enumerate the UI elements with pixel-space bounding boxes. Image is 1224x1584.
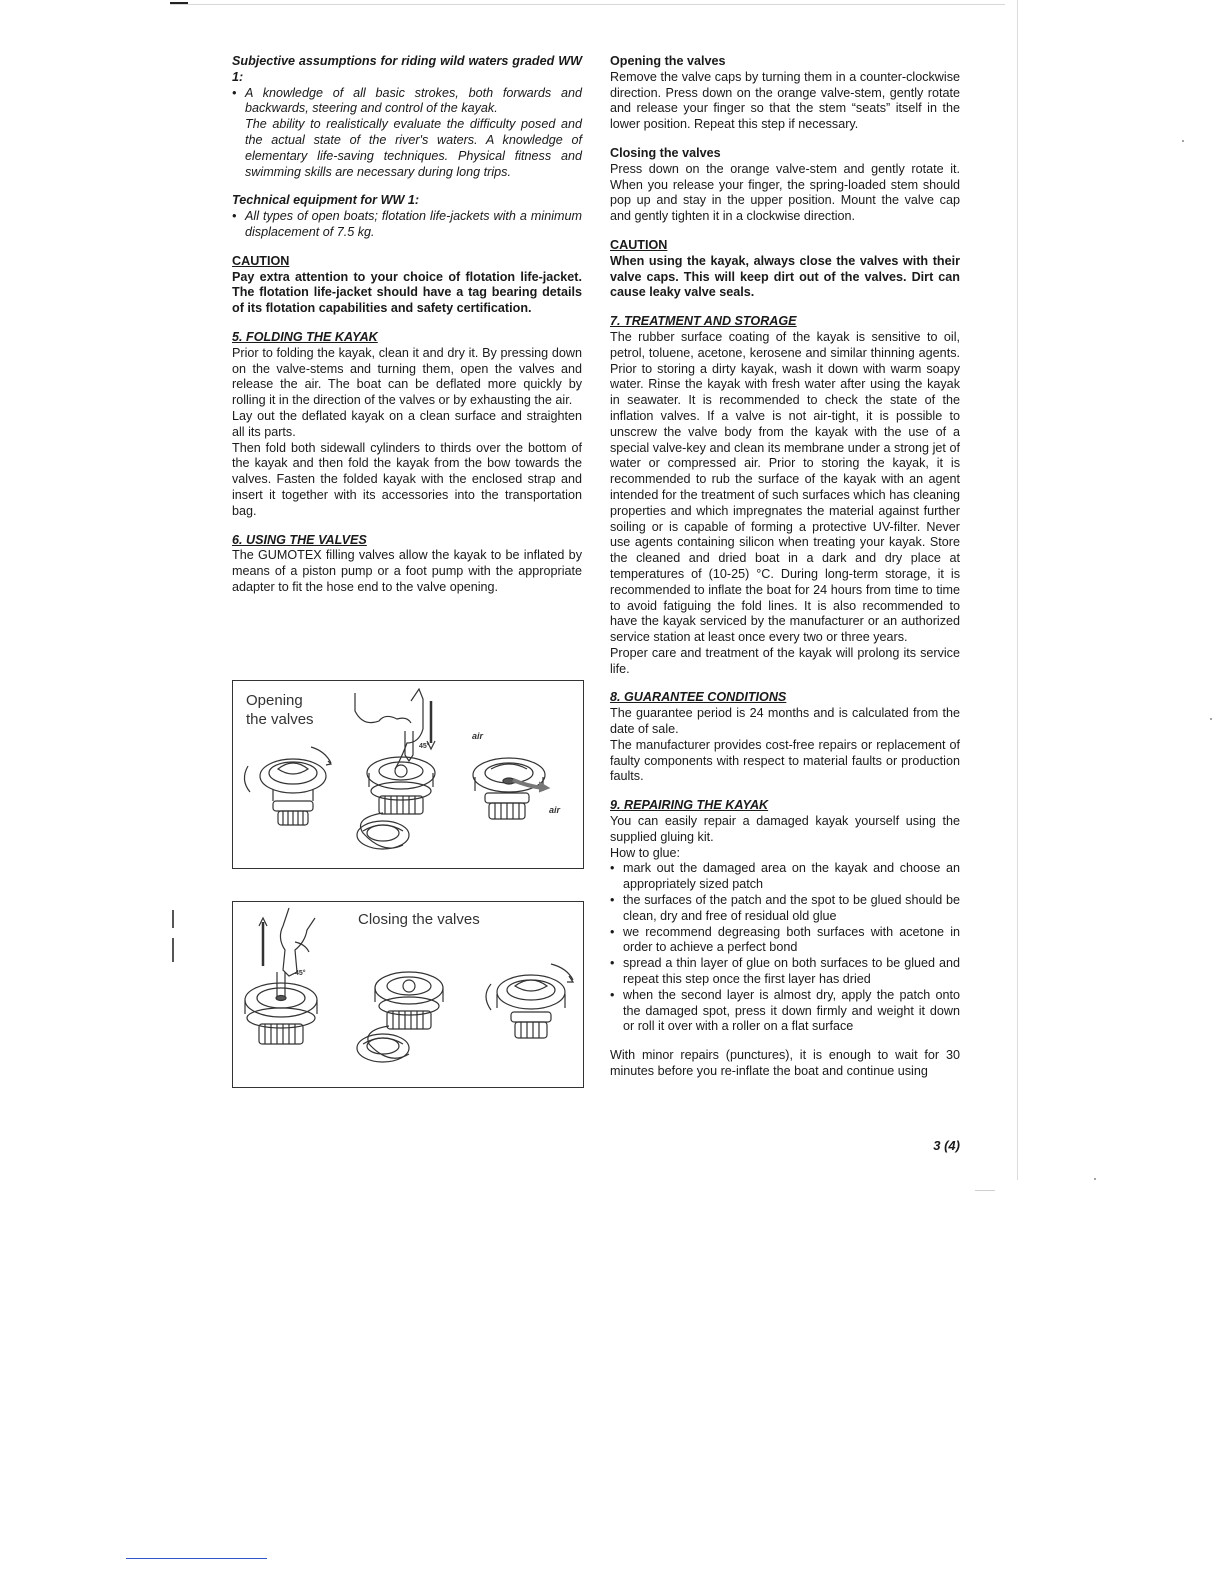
angle-label: 45° [419,743,430,750]
section-using-valves [232,533,582,596]
valve-opening-illustration [233,681,583,868]
section-technical-equipment [232,193,582,240]
air-label: air [549,805,561,815]
section-heading: Closing the valves [610,145,721,160]
scan-edge-bottom [975,1190,995,1191]
list-item [232,86,582,181]
scan-edge-mark [172,938,174,962]
section-heading: 5. FOLDING THE KAYAK [232,329,378,344]
section-heading: 8. GUARANTEE CONDITIONS [610,690,787,705]
valve-open-icon [357,757,435,849]
section-heading: Subjective assumptions for riding wild waters graded WW 1: [232,54,582,84]
paragraph: Lay out the deflated kayak on a clean surface and straighten all its parts. [232,408,582,439]
list-item: • mark out the damaged area on the kayak and choose an appropriately sized patch [610,861,960,893]
section-treatment-storage [610,314,960,677]
air-label: air [472,731,484,741]
section-caution-valves [610,238,960,301]
right-column [610,54,960,1080]
paragraph: Then fold both sidewall cylinders to thirds over the bottom of the kayak and then fold the kayak from the bow towards the valves. Fasten the folded kayak with the enclosed strap and insert it together with its accessories into the transportation bag. [232,440,582,518]
air-flow-arrow [513,780,543,788]
scan-dust [1182,140,1184,142]
section-subjective-assumptions [232,54,582,180]
paragraph: Press down on the orange valve-stem and gently rotate it. When you release your finger, the spring-loaded stem should pop up and stay in the upper position. Mount the valve cap and gently tighten it in a clockwise direction. [610,161,960,224]
paragraph: The GUMOTEX filling valves allow the kayak to be inflated by means of a piston pump or a foot pump with the appropriate adapter to fit the hose end to the valve opening. [232,548,582,594]
caution-text: When using the kayak, always close the valves with their valve caps. This will keep dirt out of the valves. Dirt can cause leaky valve seals. [610,253,960,300]
section-minor-repairs [610,1048,960,1080]
bullet-list [232,86,582,181]
section-guarantee-conditions [610,690,960,785]
list-item-text: The ability to realistically evaluate the difficulty posed and the actual state of the river's waters. A knowledge of elementary life-saving techniques. Physical fitness and swimming skills are necessary during long trips. [245,117,582,179]
scan-edge-right [1017,0,1018,1180]
valve-cap-icon [244,747,331,825]
paragraph: The manufacturer provides cost-free repairs or replacement of faulty components with respect to material faults or production faults. [610,737,960,784]
paragraph: You can easily repair a damaged kayak yourself using the supplied gluing kit. [610,814,960,844]
section-folding-kayak [232,330,582,520]
paragraph: How to glue: [610,845,681,860]
section-heading: 9. REPAIRING THE KAYAK [610,798,769,813]
list-item: • spread a thin layer of glue on both surfaces to be glued and repeat this step once the first layer has dried [610,956,960,988]
list-item: • when the second layer is almost dry, apply the patch onto the damaged spot, press it down firmly and weight it down or roll it over with a roller on a flat surface [610,988,960,1035]
page-number: 3 (4) [933,1138,960,1153]
bullet-list [610,861,960,1035]
paragraph: The guarantee period is 24 months and is calculated from the date of sale. [610,706,960,737]
scan-dust [1210,718,1212,720]
scan-edge-top [170,4,1005,5]
section-heading: 7. TREATMENT AND STORAGE [610,314,797,329]
paragraph: Prior to folding the kayak, clean it and dry it. By pressing down on the valve-stems and turning them, open the valves and release the air. The boat can be deflated more quickly by rolling it in the direction of the valves or by exhausting the air. [232,345,582,408]
left-column [232,54,582,596]
scan-dust [1094,1178,1096,1180]
valve-open-icon [245,972,317,1044]
figure-opening-valves [232,680,584,869]
angle-label: 45° [295,970,306,977]
section-caution-lifejacket [232,254,582,317]
paragraph: The rubber surface coating of the kayak is sensitive to oil, petrol, toluene, acetone, kerosene and similar thinning agents. Prior to storing a dirty kayak, wash it down with warm soapy water. Rinse the kayak with fresh water after using the kayak in seawater. It is recommended to check the state of the inflation valves. If a valve is not air-tight, it is possible to unscrew the valve body from the kayak with the use of a special valve-key and clean its membrane under a strong jet of water or compressed air. Prior to storing the kayak, it is recommended to rub the surface of the kayak with an agent intended for the treatment of such surfaces which has cleaning properties and which impregnates the material against further soiling or is capable of forming a protective UV-filter. Never use agents containing silicon when treating your kayak. Store the cleaned and dried boat in a dark and dry place at temperatures of (10-25) °C. During long-term storage, it is recommended to inflate the boat for 24 hours from time to time to avoid fatiguing the fold lines. It is also recommended to have the kayak serviced by the manufacturer or an authorized service station at least once every two or three years. [610,329,960,645]
caution-heading: CAUTION [232,253,290,268]
section-heading: 6. USING THE VALVES [232,532,367,547]
list-item: • the surfaces of the patch and the spot to be glued should be clean, dry and free of residual old glue [610,893,960,925]
section-heading: Technical equipment for WW 1: [232,193,420,208]
paragraph: Remove the valve caps by turning them in a counter-clockwise direction. Press down on the orange valve-stem, gently rotate and release your finger so that the stem “seats” itself in the lower position. Repeat this step if necessary. [610,69,960,132]
list-item: • we recommend degreasing both surfaces with acetone in order to achieve a perfect bond [610,925,960,957]
scan-edge-mark [172,910,174,928]
list-item: • All types of open boats; flotation life-jackets with a minimum displacement of 7.5 kg. [232,209,582,241]
valve-cap-icon [486,964,573,1038]
figure-title-line: the valves [246,711,314,728]
air-arrow-head [539,782,549,792]
valve-closed-icon [357,972,443,1062]
figure-title: Closing the valves [358,911,480,928]
figure-title-line: Opening [246,692,303,709]
figure-closing-valves [232,901,584,1088]
paragraph: With minor repairs (punctures), it is enough to wait for 30 minutes before you re-inflate the boat and continue using [610,1048,960,1079]
hand-press-icon [259,908,315,976]
list-item-text: A knowledge of all basic strokes, both forwards and backwards, steering and control of the kayak. [245,85,582,116]
caution-heading: CAUTION [610,237,668,252]
valve-closing-illustration [233,902,583,1087]
caution-text: Pay extra attention to your choice of flotation life-jacket. The flotation life-jacket should have a tag bearing details of its flotation capabilities and safety certification. [232,269,582,316]
paragraph: Proper care and treatment of the kayak will prolong its service life. [610,645,960,676]
section-repairing-kayak [610,798,960,1035]
scan-underline-artifact [126,1558,267,1559]
section-opening-valves [610,54,960,133]
section-heading: Opening the valves [610,54,726,68]
section-closing-valves [610,146,960,225]
bullet-list [232,209,582,241]
